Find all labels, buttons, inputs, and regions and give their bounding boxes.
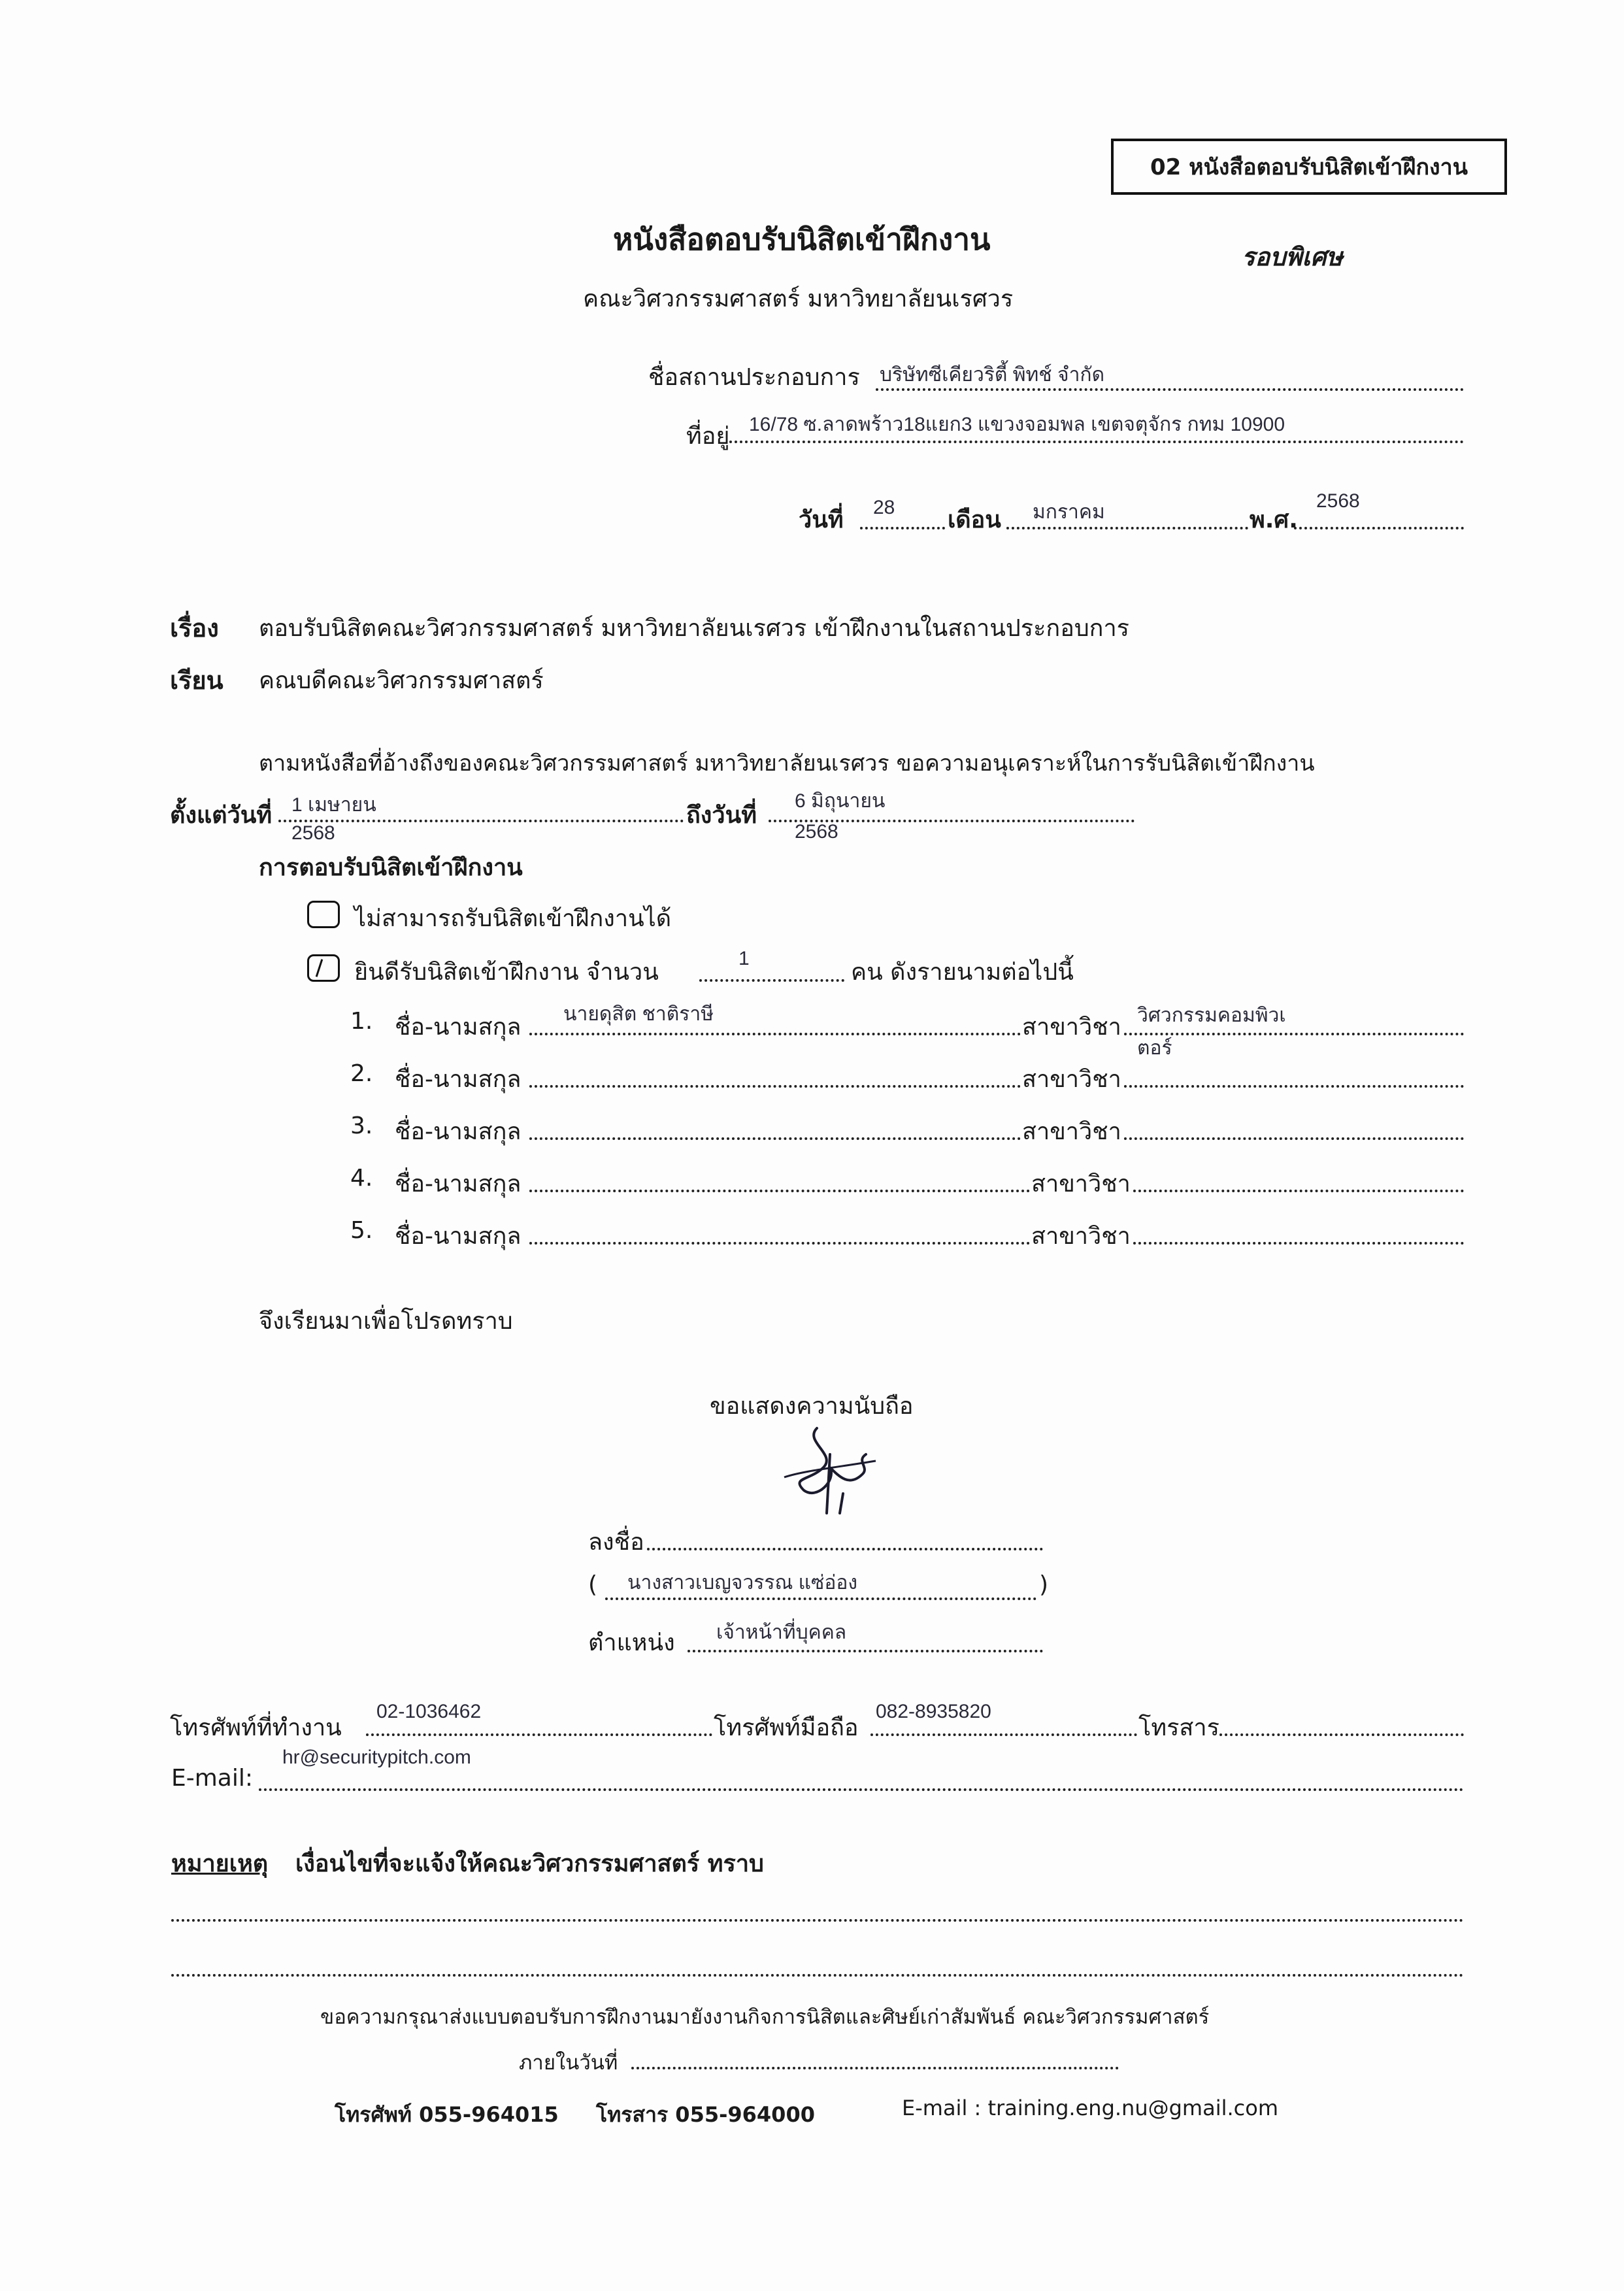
accept-count-dotline <box>699 979 844 982</box>
period-to-value[interactable]: 6 มิถุนายน <box>795 790 886 812</box>
student-name-label: ชื่อ-นามสกุล <box>395 1223 522 1250</box>
student-row-number: 3. <box>350 1112 373 1139</box>
sign-label: ลงชื่อ <box>588 1529 644 1556</box>
date-month-value[interactable]: มกราคม <box>1033 501 1105 523</box>
student-major-label: สาขาวิชา <box>1022 1014 1121 1041</box>
form-tag-box <box>1111 139 1507 195</box>
response-heading: การตอบรับนิสิตเข้าฝึกงาน <box>259 854 523 881</box>
company-name-label: ชื่อสถานประกอบการ <box>648 364 860 391</box>
note-label: หมายเหตุ <box>171 1850 269 1877</box>
student-major-dotline[interactable] <box>1133 1242 1464 1245</box>
mobile-dotline <box>870 1733 1137 1736</box>
student-name-label: ชื่อ-นามสกุล <box>395 1014 522 1041</box>
accept-count-value[interactable]: 1 <box>738 948 750 969</box>
to-label: เรียน <box>170 666 224 695</box>
address-dotline <box>729 441 1464 443</box>
work-phone-dotline <box>366 1733 712 1736</box>
email-dotline <box>259 1788 1464 1791</box>
note-text: เงื่อนไขที่จะแจ้งให้คณะวิศวกรรมศาสตร์ ทราบ <box>295 1850 764 1877</box>
to-text: คณบดีคณะวิศวกรรมศาสตร์ <box>259 667 544 694</box>
student-name-value[interactable]: นายดุสิต ชาติราษี <box>563 1003 714 1025</box>
subject-text: ตอบรับนิสิตคณะวิศวกรรมศาสตร์ มหาวิทยาลัยนเรศวร เข้าฝึกงานในสถานประกอบการ <box>259 615 1130 642</box>
date-day-value[interactable]: 28 <box>873 497 895 518</box>
sign-dotline[interactable] <box>647 1548 1043 1550</box>
footer-request-line: ขอความกรุณาส่งแบบตอบรับการฝึกงานมายังงานกิจการนิสิตและศิษย์เก่าสัมพันธ์ คณะวิศวกรรมศาสตร์ <box>320 2005 1210 2029</box>
student-name-dotline[interactable] <box>529 1137 1021 1140</box>
footer-email: E-mail : training.eng.nu@gmail.com <box>902 2096 1278 2120</box>
signer-close-paren: ) <box>1039 1571 1049 1598</box>
date-day-dotline <box>860 527 945 529</box>
student-name-label: ชื่อ-นามสกุล <box>395 1066 522 1093</box>
period-to-year[interactable]: 2568 <box>795 821 838 843</box>
accept-suffix: คน ดังรายนามต่อไปนี้ <box>851 959 1074 986</box>
note-dotline-1[interactable] <box>171 1919 1464 1922</box>
footer-within-dotline <box>631 2067 1119 2069</box>
email-label: E-mail: <box>171 1765 253 1792</box>
address-label: ที่อยู่ <box>686 423 730 450</box>
student-row-number: 1. <box>350 1008 373 1035</box>
date-year-dotline <box>1294 527 1464 529</box>
special-round-label: รอบพิเศษ <box>1242 242 1343 271</box>
position-label: ตำแหน่ง <box>588 1630 675 1656</box>
fax-label: โทรสาร <box>1138 1714 1219 1741</box>
subject-label: เรื่อง <box>170 614 219 643</box>
signer-name-value[interactable]: นางสาวเบญจวรรณ แซ่อ่อง <box>627 1572 858 1594</box>
accept-option-label: ยินดีรับนิสิตเข้าฝึกงาน จำนวน <box>354 959 659 986</box>
period-from-year[interactable]: 2568 <box>291 822 335 844</box>
student-major-value-cont[interactable]: ตอร์ <box>1137 1037 1172 1059</box>
mobile-value[interactable]: 082-8935820 <box>876 1701 991 1722</box>
handwritten-signature <box>778 1415 895 1526</box>
student-row-number: 5. <box>350 1217 373 1244</box>
mobile-label: โทรศัพท์มือถือ <box>714 1714 859 1741</box>
date-year-value[interactable]: 2568 <box>1316 490 1360 512</box>
footer-within-label: ภายในวันที่ <box>519 2051 618 2075</box>
student-name-label: ชื่อ-นามสกุล <box>395 1171 522 1197</box>
closing-text: จึงเรียนมาเพื่อโปรดทราบ <box>259 1308 513 1335</box>
footer-phone: โทรศัพท์ 055-964015 <box>335 2102 559 2127</box>
reject-option-label: ไม่สามารถรับนิสิตเข้าฝึกงานได้ <box>354 905 672 932</box>
accept-checkbox[interactable] <box>307 954 340 982</box>
footer-fax: โทรสาร 055-964000 <box>596 2102 815 2127</box>
position-value[interactable]: เจ้าหน้าที่บุคคล <box>716 1622 847 1643</box>
date-year-label: พ.ศ. <box>1250 507 1298 533</box>
reject-checkbox[interactable] <box>307 901 340 928</box>
student-name-dotline[interactable] <box>529 1085 1021 1088</box>
note-dotline-2[interactable] <box>171 1974 1464 1977</box>
student-major-label: สาขาวิชา <box>1022 1118 1121 1145</box>
student-name-dotline[interactable] <box>529 1190 1030 1192</box>
signer-open-paren: ( <box>588 1571 598 1598</box>
student-major-value[interactable]: วิศวกรรมคอมพิวเ <box>1137 1005 1286 1026</box>
student-major-dotline <box>1124 1033 1464 1035</box>
check-mark-icon <box>316 959 323 977</box>
email-value[interactable]: hr@securitypitch.com <box>282 1747 471 1768</box>
student-row-number: 4. <box>350 1165 373 1192</box>
student-major-label: สาขาวิชา <box>1031 1223 1131 1250</box>
date-month-label: เดือน <box>948 507 1001 533</box>
date-day-label: วันที่ <box>799 507 844 533</box>
company-name-value[interactable]: บริษัทซีเคียวริตี้ พิทช์ จำกัด <box>880 364 1105 386</box>
student-name-label: ชื่อ-นามสกุล <box>395 1118 522 1145</box>
period-from-value[interactable]: 1 เมษายน <box>291 794 376 816</box>
student-major-dotline[interactable] <box>1124 1085 1464 1088</box>
period-to-label: ถึงวันที่ <box>686 802 757 829</box>
address-value[interactable]: 16/78 ซ.ลาดพร้าว18แยก3 แขวงจอมพล เขตจตุจักร กทม 10900 <box>749 414 1285 435</box>
student-major-label: สาขาวิชา <box>1022 1066 1121 1093</box>
form-tag-text: 02 หนังสือตอบรับนิสิตเข้าฝึกงาน <box>1150 154 1468 180</box>
regards-text: ขอแสดงความนับถือ <box>710 1393 914 1420</box>
student-major-dotline[interactable] <box>1133 1190 1464 1192</box>
student-major-dotline[interactable] <box>1124 1137 1464 1140</box>
student-name-dotline[interactable] <box>529 1242 1030 1245</box>
student-name-dotline <box>529 1033 1021 1035</box>
position-dotline <box>688 1650 1043 1652</box>
work-phone-value[interactable]: 02-1036462 <box>376 1701 482 1722</box>
body-text: ตามหนังสือที่อ้างถึงของคณะวิศวกรรมศาสตร์ มหาวิทยาลัยนเรศวร ขอความอนุเคราะห์ในการรับนิสิตเข้าฝึกงาน <box>259 750 1315 777</box>
faculty-line: คณะวิศวกรรมศาสตร์ มหาวิทยาลัยนเรศวร <box>583 286 1014 312</box>
student-major-label: สาขาวิชา <box>1031 1171 1131 1197</box>
period-from-label: ตั้งแต่วันที่ <box>170 802 273 829</box>
fax-dotline[interactable] <box>1219 1733 1464 1736</box>
work-phone-label: โทรศัพท์ที่ทำงาน <box>170 1714 342 1741</box>
student-row-number: 2. <box>350 1060 373 1087</box>
document-title: หนังสือตอบรับนิสิตเข้าฝึกงาน <box>613 222 991 257</box>
